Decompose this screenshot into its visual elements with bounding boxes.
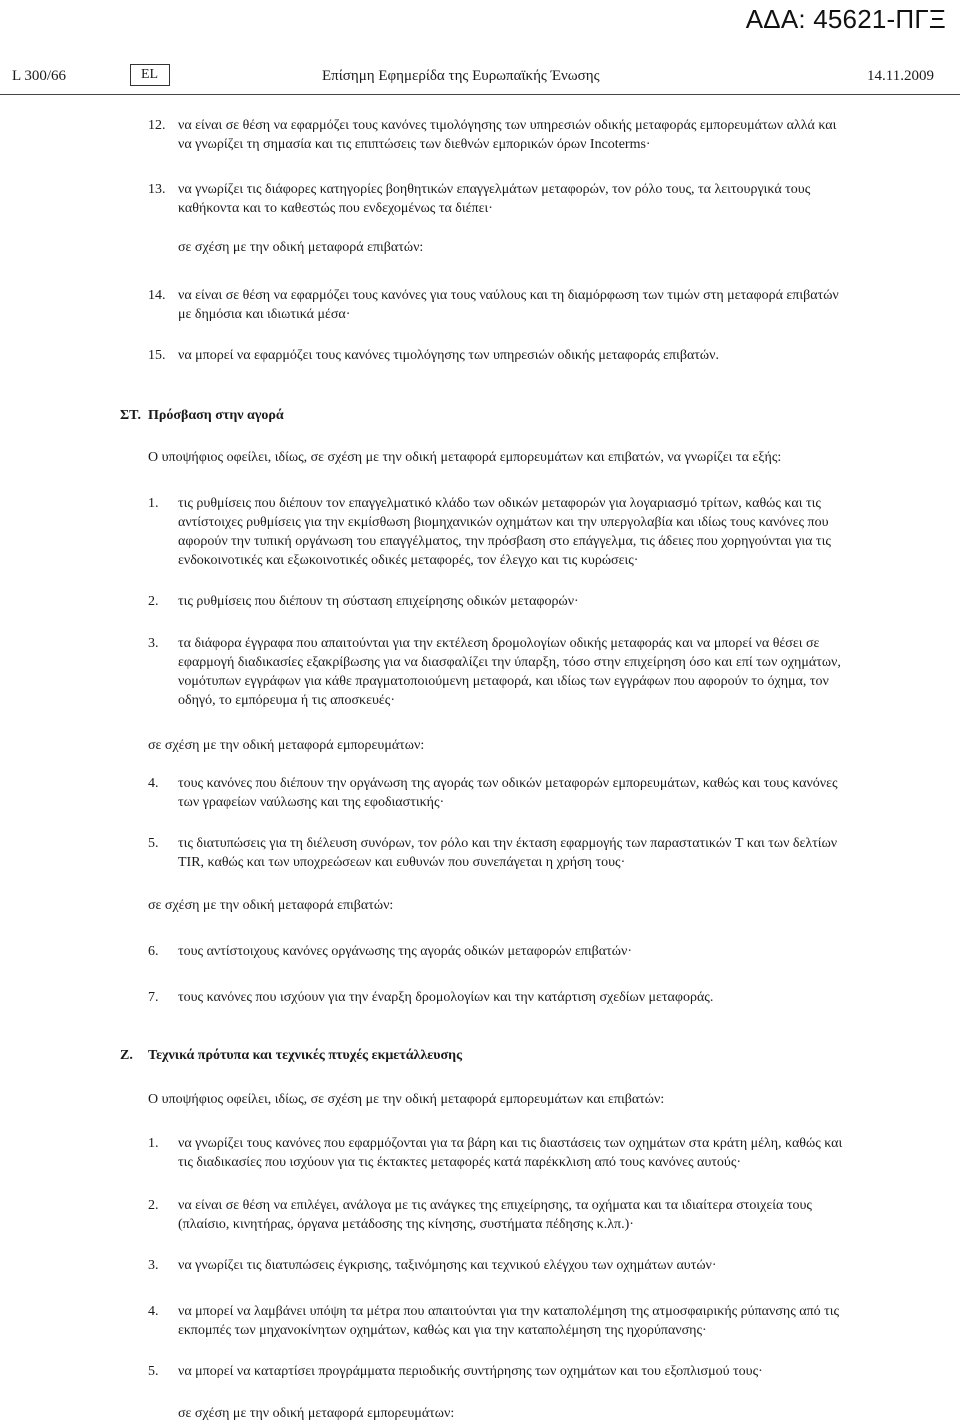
item-text: να γνωρίζει τις διατυπώσεις έγκρισης, ταξινόμησης και τεχνικού ελέγχου των οχημάτων αυτών· [178,1258,717,1273]
item-number: 5. [148,1364,159,1379]
item-number: 1. [148,496,159,511]
item-number: 5. [148,836,159,851]
item-number: 15. [148,348,166,363]
item-number: 13. [148,182,166,197]
item-text: τις διατυπώσεις για τη διέλευση συνόρων, τον ρόλο και την έκταση εφαρμογής των παραστατικών T και των δελτίων TIR, καθώς και των υποχρεώσεων και ευθυνών που συνεπάγεται η χρήση τους· [178,836,838,870]
item-text: να μπορεί να εφαρμόζει τους κανόνες τιμολόγησης των υπηρεσιών οδικής μεταφοράς επιβατών. [178,348,719,363]
item-text: να μπορεί να λαμβάνει υπόψη τα μέτρα που απαιτούνται για την καταπολέμηση της ατμοσφαιρικής ρύπανσης από τις εκπομπές των μηχανοκίνητων οχημάτων, καθώς και για την καταπολέμηση της ηχορύπανσης· [178,1304,840,1338]
item-number: 14. [148,288,166,303]
section-letter: Ζ. [120,1048,133,1063]
subheading: σε σχέση με την οδική μεταφορά εμπορευμάτων: [148,738,425,753]
item-text: να είναι σε θέση να εφαρμόζει τους κανόνες τιμολόγησης των υπηρεσιών οδικής μεταφοράς εμπορευμάτων αλλά και να γνωρίζει τη σημασία και τις επιπτώσεις των διεθνών εμπορικών όρων Incoterms· [178,118,837,152]
item-number: 2. [148,594,159,609]
ada-code: ΑΔΑ: 45621-ΠΓΞ [745,4,946,34]
subheading: σε σχέση με την οδική μεταφορά εμπορευμάτων: [178,1406,455,1421]
item-text: τις ρυθμίσεις που διέπουν τον επαγγελματικό κλάδο των οδικών μεταφορών για λογαριασμό τρίτων, καθώς και τις αντίστοιχες ρυθμίσεις για την εκμίσθωση βιομηχανικών οχημάτων και την υπεργολαβία και ιδίως τους κανόνες που αφορούν την τυπική οργάνωση του επαγγέλματος, την πρόσβαση στο επάγγελμα, τις άδειες που χορηγούνται για τις ενδοκοινοτικές και εξωκοινοτικές οδικές μεταφορές, τον έλεγχο και τις κυρώσεις· [178,496,831,568]
item-text: τους αντίστοιχους κανόνες οργάνωσης της αγοράς οδικών μεταφορών επιβατών· [178,944,632,959]
item-text: να γνωρίζει τις διάφορες κατηγορίες βοηθητικών επαγγελμάτων μεταφορών, τον ρόλο τους, τα λειτουργικά τους καθήκοντα και το καθεστώς που ενδεχομένως τα διέπει· [178,182,811,216]
item-text: τους κανόνες που διέπουν την οργάνωση της αγοράς των οδικών μεταφορών εμπορευμάτων, καθώς και τους κανόνες των γραφείων ναύλωσης και της εφοδιαστικής· [178,776,838,810]
section-intro: Ο υποψήφιος οφείλει, ιδίως, σε σχέση με την οδική μεταφορά εμπορευμάτων και επιβατών, να γνωρίζει τα εξής: [148,450,782,465]
page-reference: L 300/66 [12,68,67,84]
header-rule [0,94,960,95]
item-number: 2. [148,1198,159,1213]
item-text: να μπορεί να καταρτίσει προγράμματα περιοδικής συντήρησης των οχημάτων και του εξοπλισμού τους· [178,1364,763,1379]
section-intro: Ο υποψήφιος οφείλει, ιδίως, σε σχέση με την οδική μεταφορά εμπορευμάτων και επιβατών: [148,1092,665,1107]
item-text: τους κανόνες που ισχύουν για την έναρξη δρομολογίων και την κατάρτιση σχεδίων μεταφοράς. [178,990,714,1005]
item-number: 3. [148,636,159,651]
item-number: 3. [148,1258,159,1273]
item-text: τα διάφορα έγγραφα που απαιτούνται για την εκτέλεση δρομολογίων οδικής μεταφοράς και να μπορεί να θέσει σε εφαρμογή διαδικασίες εξακρίβωσης για να διασφαλίζει την ύπαρξη, τόσο στην επιχείρηση όσο και επί των οχημάτων, νομότυπων εγγράφων για κάθε πραγματοποιούμενη μεταφορά, και ιδίως των εγγράφων που αφορούν το όχημα, τον οδηγό, το εμπόρευμα ή τις αποσκευές· [178,636,841,708]
section-title: Πρόσβαση στην αγορά [148,408,284,423]
item-number: 6. [148,944,159,959]
section-letter: ΣΤ. [120,408,141,423]
item-number: 7. [148,990,159,1005]
subheading: σε σχέση με την οδική μεταφορά επιβατών: [178,240,424,255]
subheading: σε σχέση με την οδική μεταφορά επιβατών: [148,898,394,913]
journal-title: Επίσημη Εφημερίδα της Ευρωπαϊκής Ένωσης [322,68,600,84]
item-number: 4. [148,776,159,791]
item-text: να είναι σε θέση να εφαρμόζει τους κανόνες για τους ναύλους και τη διαμόρφωση των τιμών στη μεταφορά επιβατών με δημόσια και ιδιωτικά μέσα· [178,288,839,322]
item-text: να είναι σε θέση να επιλέγει, ανάλογα με τις ανάγκες της επιχείρησης, τα οχήματα και τα ιδιαίτερα στοιχεία τους (πλαίσιο, κινητήρας, όργανα μετάδοσης της κίνησης, συστήματα πέδησης κ.λπ.)· [178,1198,812,1232]
language-box: EL [130,64,170,86]
item-number: 4. [148,1304,159,1319]
item-text: να γνωρίζει τους κανόνες που εφαρμόζονται για τα βάρη και τις διαστάσεις των οχημάτων στα κράτη μέλη, καθώς και τις διαδικασίες που ισχύουν για τις έκτακτες μεταφορές κατά παρέκκλιση από τους κανόνες αυτούς· [178,1136,843,1170]
item-text: τις ρυθμίσεις που διέπουν τη σύσταση επιχείρησης οδικών μεταφορών· [178,594,579,609]
item-number: 1. [148,1136,159,1151]
publication-date: 14.11.2009 [867,68,934,84]
section-title: Τεχνικά πρότυπα και τεχνικές πτυχές εκμετάλλευσης [148,1048,462,1063]
item-number: 12. [148,118,166,133]
journal-header [0,64,960,92]
